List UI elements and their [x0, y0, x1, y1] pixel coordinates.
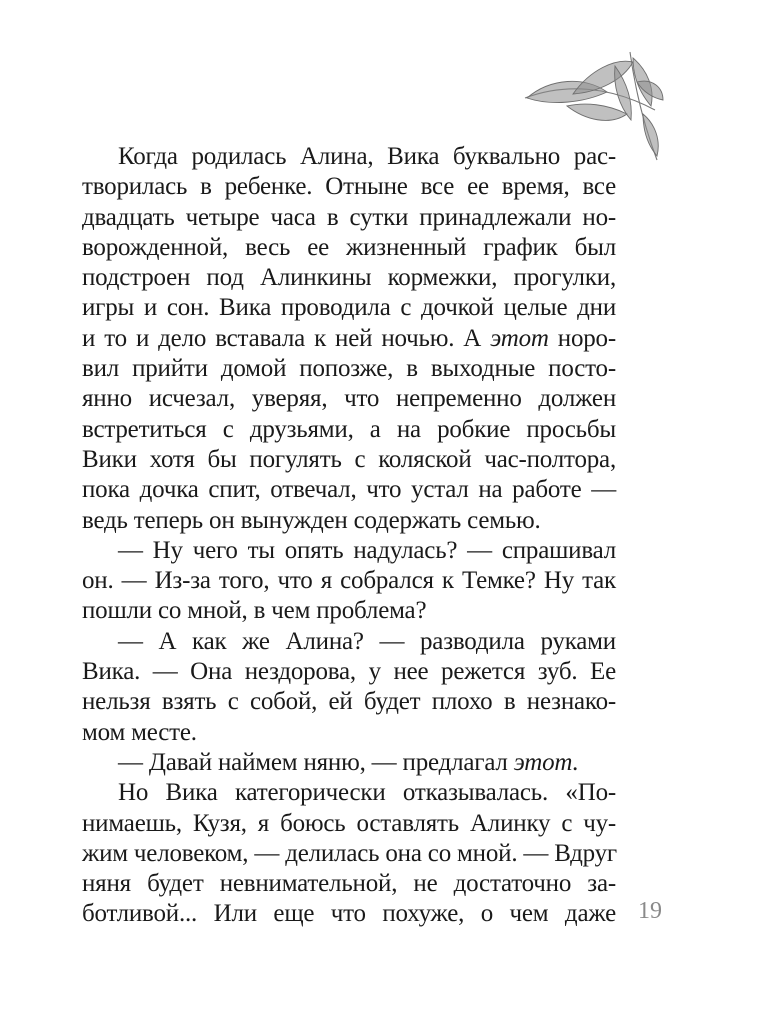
text-fragment: норо- — [557, 324, 616, 352]
text-line: ботливой... Или еще что похуже, о чем даже — [82, 900, 616, 928]
text-line — [82, 324, 616, 354]
text-line: ворожденной, весь ее жизненный график был — [82, 233, 616, 261]
text-line: Вики хотя бы погулять с коляской час-полтора, — [82, 445, 616, 473]
text-line: встретиться с друзьями, а на робкие просьбы — [82, 415, 616, 443]
text-line: пошли со мной, в чем проблема? — [82, 597, 427, 625]
text-line — [82, 748, 616, 778]
emphasis-word: этот — [490, 324, 549, 352]
text-line: пока дочка спит, отвечал, что устал на работе — — [82, 476, 616, 504]
text-line: творилась в ребенке. Отныне все ее время, все — [82, 173, 616, 201]
text-line: нимаешь, Кузя, я боюсь оставлять Алинку с чу- — [82, 809, 616, 837]
text-fragment: — Давай наймем няню, — предлагал — [118, 748, 508, 776]
text-line: няня будет невнимательной, не достаточно за- — [82, 870, 616, 898]
body-text — [82, 142, 616, 930]
text-line: двадцать четыре часа в сутки принадлежали но- — [82, 203, 616, 231]
text-line: — Ну чего ты опять надулась? — спрашивал — [118, 536, 616, 564]
text-line: янно исчезал, уверяя, что непременно должен — [82, 385, 616, 413]
text-line: мом месте. — [82, 718, 197, 746]
text-line: Вика. — Она нездорова, у нее режется зуб. Ее — [82, 658, 616, 686]
text-line: жим человеком, — делилась она со мной. — Вдруг — [82, 839, 617, 867]
text-line: — А как же Алина? — разводила руками — [118, 627, 616, 655]
text-line: игры и сон. Вика проводила с дочкой целые дни — [82, 294, 616, 322]
text-line: ведь теперь он вынужден содержать семью. — [82, 506, 541, 534]
emphasis-word: этот. — [513, 748, 579, 776]
text-line: Но Вика категорически отказывалась. «По- — [118, 779, 616, 807]
text-line: Когда родилась Алина, Вика буквально рас- — [118, 143, 616, 170]
text-line: нельзя взять с собой, ей будет плохо в незнако- — [82, 688, 616, 716]
text-line: он. — Из-за того, что я собрался к Темке? Ну так — [82, 567, 616, 595]
text-line: вил прийти домой попозже, в выходные посто- — [82, 355, 616, 383]
text-fragment: и то и дело вставала к ней ночью. А — [82, 324, 482, 352]
text-line: подстроен под Алинкины кормежки, прогулки, — [82, 264, 616, 292]
page-number: 19 — [638, 898, 662, 924]
